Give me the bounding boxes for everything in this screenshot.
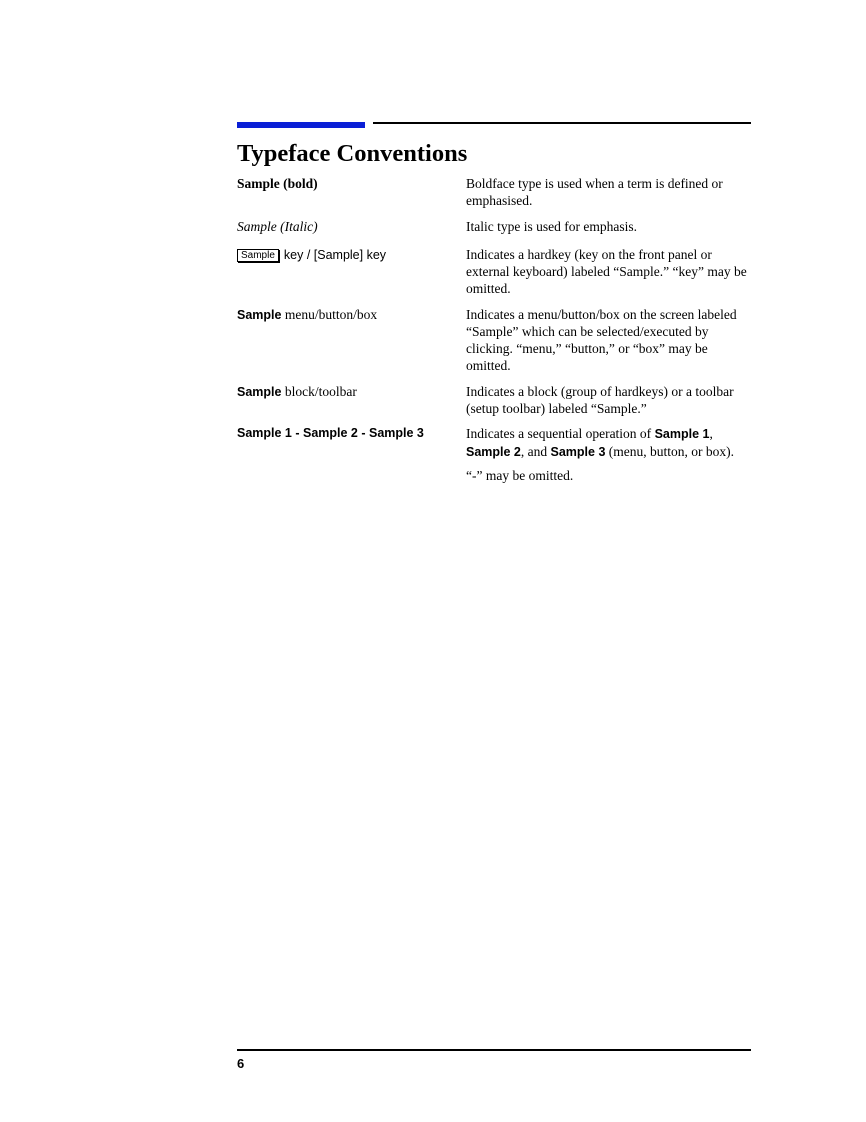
convention-row-italic [237, 218, 751, 246]
page-number: 6 [237, 1056, 245, 1071]
conventions-table [237, 175, 751, 484]
desc-bold-sample-2: Sample 2 [466, 445, 521, 459]
convention-description: Boldface type is used when a term is defined or emphasised. [466, 176, 723, 208]
desc-bold-sample-1: Sample 1 [654, 427, 710, 441]
convention-term [237, 383, 466, 425]
convention-row-toolbar [237, 383, 751, 425]
convention-row-menu [237, 306, 751, 383]
sequence-description [466, 425, 751, 461]
desc-text: , and [520, 444, 551, 459]
page-title: Typeface Conventions [237, 140, 468, 167]
convention-row-hardkey [237, 246, 751, 306]
convention-term [237, 246, 466, 306]
footer-rule [237, 1049, 751, 1051]
desc-bold-sample-3: Sample 3 [550, 445, 606, 459]
desc-text: , [709, 426, 713, 441]
convention-description: Indicates a hardkey (key on the front panel or external keyboard) labeled “Sample.” “key” may be omitted. [466, 247, 747, 296]
convention-row-sequence [237, 425, 751, 484]
convention-description: Indicates a menu/button/box on the screen labeled “Sample” which can be selected/executed by clicking. “menu,” “button,” or “box” may be omitted. [466, 307, 737, 373]
header-rule [373, 122, 751, 124]
convention-description: Indicates a block (group of hardkeys) or a toolbar (setup toolbar) labeled “Sample.” [466, 384, 734, 416]
convention-term [237, 306, 466, 383]
sequence-note: “-” may be omitted. [466, 468, 574, 483]
desc-text: (menu, button, or box). [605, 444, 735, 459]
desc-text: Indicates a sequential operation of [466, 426, 655, 441]
convention-term-rest: menu/button/box [281, 307, 378, 322]
convention-description: Italic type is used for emphasis. [466, 219, 637, 234]
convention-term-bold: Sample [237, 385, 282, 399]
convention-term: Sample 1 - Sample 2 - Sample 3 [237, 426, 424, 440]
convention-description [466, 425, 751, 484]
hardkey-term-text: key / [Sample] key [283, 248, 387, 262]
convention-term: Sample (Italic) [237, 219, 318, 234]
hardkey-keycap: Sample [237, 249, 279, 262]
convention-term: Sample (bold) [237, 176, 318, 191]
convention-row-bold [237, 175, 751, 218]
header-accent-bar [237, 122, 365, 128]
convention-term-rest: block/toolbar [281, 384, 357, 399]
convention-term-bold: Sample [237, 308, 282, 322]
